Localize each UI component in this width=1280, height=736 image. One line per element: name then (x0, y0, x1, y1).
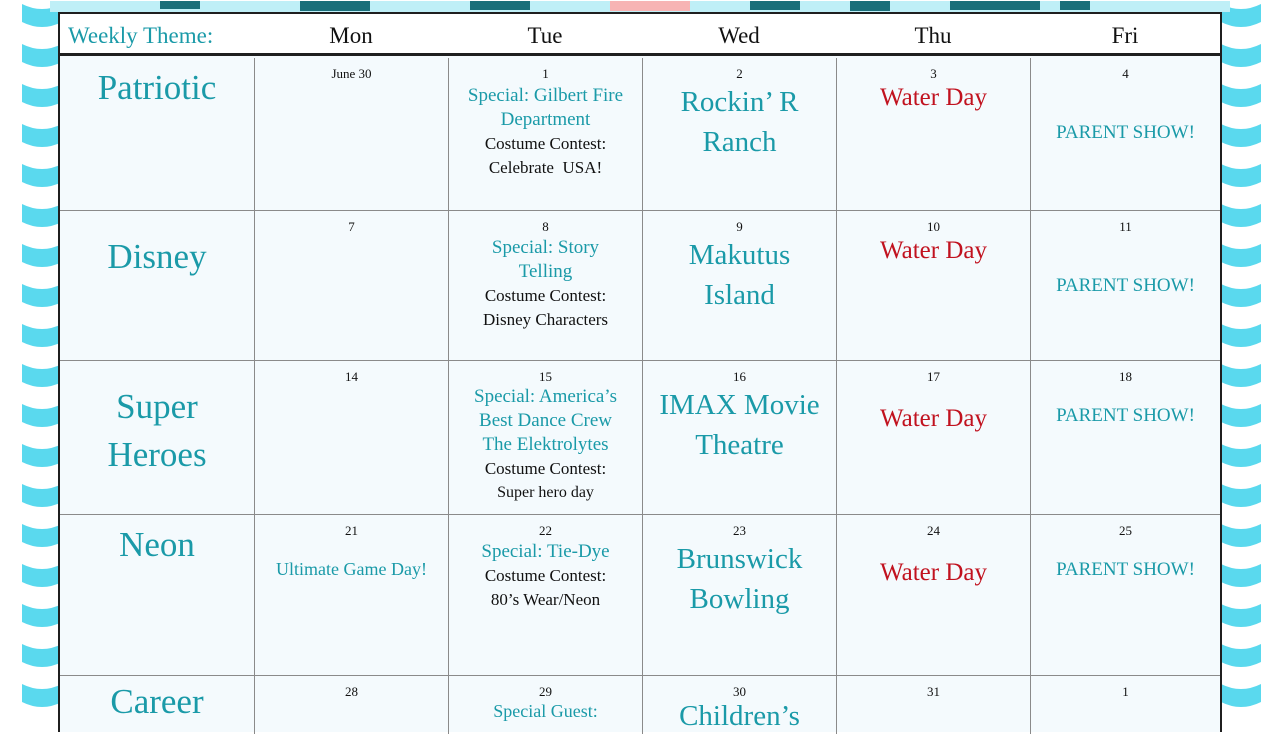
week-row-1 (60, 58, 1220, 211)
week-theme: Neon (119, 525, 195, 564)
thu-cell (836, 58, 1030, 210)
header-fri: Fri (1111, 23, 1139, 48)
theme-cell (60, 515, 254, 675)
mon-cell (254, 211, 448, 360)
tue-cell (448, 361, 642, 514)
title-art-strip (50, 0, 1230, 12)
day-number: 1 (542, 66, 549, 81)
costume-contest-theme: Celebrate USA! (488, 158, 603, 177)
wed-cell (642, 58, 836, 210)
wed-cell (642, 361, 836, 514)
day-number: June 30 (331, 66, 372, 81)
tue-cell (448, 676, 642, 734)
fri-cell (1030, 676, 1220, 734)
day-number: 29 (539, 684, 552, 699)
mon-cell (254, 58, 448, 210)
day-number: 3 (930, 66, 937, 81)
monday-event: Ultimate Game Day! (276, 559, 427, 579)
fri-cell (1030, 58, 1220, 210)
thu-cell (836, 361, 1030, 514)
wed-cell (642, 676, 836, 734)
weekly-theme-header: Weekly Theme: (68, 23, 214, 48)
water-day: Water Day (880, 237, 987, 264)
week-theme: Disney (107, 237, 207, 276)
calendar-header-row (60, 14, 1220, 56)
day-number: 17 (927, 369, 940, 384)
field-trip: Children’s (679, 700, 800, 732)
special-event: Special Guest: (493, 701, 598, 721)
field-trip: Makutus Island (688, 239, 791, 311)
day-number: 1 (1122, 684, 1129, 699)
day-number: 16 (733, 369, 746, 384)
costume-contest-theme: 80’s Wear/Neon (490, 590, 601, 609)
costume-contest-label: Costume Contest: (484, 286, 607, 305)
day-number: 11 (1119, 219, 1132, 234)
day-number: 22 (539, 523, 552, 538)
tue-cell (448, 515, 642, 675)
week-theme: Career (110, 682, 204, 721)
parent-show: PARENT SHOW! (1056, 405, 1195, 426)
water-day: Water Day (880, 84, 987, 111)
day-number: 14 (345, 369, 358, 384)
week-row-3 (60, 361, 1220, 515)
header-tue: Tue (527, 23, 563, 48)
water-day: Water Day (880, 559, 987, 586)
mon-cell (254, 361, 448, 514)
theme-cell (60, 58, 254, 210)
theme-cell (60, 211, 254, 360)
thu-cell (836, 676, 1030, 734)
header-mon: Mon (329, 23, 373, 48)
day-number: 28 (345, 684, 358, 699)
field-trip: Brunswick Bowling (676, 543, 803, 615)
water-day: Water Day (880, 405, 987, 432)
day-number: 24 (927, 523, 940, 538)
day-number: 21 (345, 523, 358, 538)
fri-cell (1030, 515, 1220, 675)
day-number: 31 (927, 684, 940, 699)
costume-contest-label: Costume Contest: (484, 566, 607, 585)
tue-cell (448, 58, 642, 210)
thu-cell (836, 515, 1030, 675)
thu-cell (836, 211, 1030, 360)
day-number: 7 (348, 219, 355, 234)
calendar-table (58, 12, 1222, 732)
day-number: 25 (1119, 523, 1132, 538)
week-row-5 (60, 676, 1220, 734)
day-number: 10 (927, 219, 940, 234)
day-number: 2 (736, 66, 743, 81)
special-event: Special: Tie-Dye (481, 541, 610, 562)
week-theme: Patriotic (97, 68, 217, 107)
special-event: Special: Story Telling (491, 237, 600, 282)
fri-cell (1030, 211, 1220, 360)
right-wave-border (1221, 0, 1261, 720)
mon-cell (254, 676, 448, 734)
mon-cell (254, 515, 448, 675)
theme-cell (60, 361, 254, 514)
field-trip: IMAX Movie Theatre (659, 389, 820, 461)
special-event: Special: America’s Best Dance Crew The Elektrolytes (474, 386, 617, 455)
week-row-4 (60, 515, 1220, 676)
left-wave-border (22, 0, 62, 720)
special-event: Special: Gilbert Fire Department (467, 85, 624, 130)
parent-show: PARENT SHOW! (1056, 559, 1195, 580)
day-number: 23 (733, 523, 746, 538)
week-row-2 (60, 211, 1220, 361)
theme-cell (60, 676, 254, 734)
header-thu: Thu (914, 23, 952, 48)
day-number: 30 (733, 684, 746, 699)
week-theme: Super Heroes (107, 387, 207, 474)
wed-cell (642, 211, 836, 360)
day-number: 18 (1119, 369, 1132, 384)
day-number: 9 (736, 219, 743, 234)
wed-cell (642, 515, 836, 675)
day-number: 4 (1122, 66, 1129, 81)
day-number: 8 (542, 219, 549, 234)
costume-contest-theme: Disney Characters (482, 310, 609, 329)
costume-contest-label: Costume Contest: (484, 459, 607, 478)
fri-cell (1030, 361, 1220, 514)
parent-show: PARENT SHOW! (1056, 275, 1195, 296)
day-number: 15 (539, 369, 552, 384)
costume-contest-label: Costume Contest: (484, 134, 607, 153)
parent-show: PARENT SHOW! (1056, 122, 1195, 143)
header-wed: Wed (718, 23, 760, 48)
field-trip: Rockin’ R Ranch (680, 86, 799, 158)
tue-cell (448, 211, 642, 360)
costume-contest-theme: Super hero day (497, 484, 594, 501)
